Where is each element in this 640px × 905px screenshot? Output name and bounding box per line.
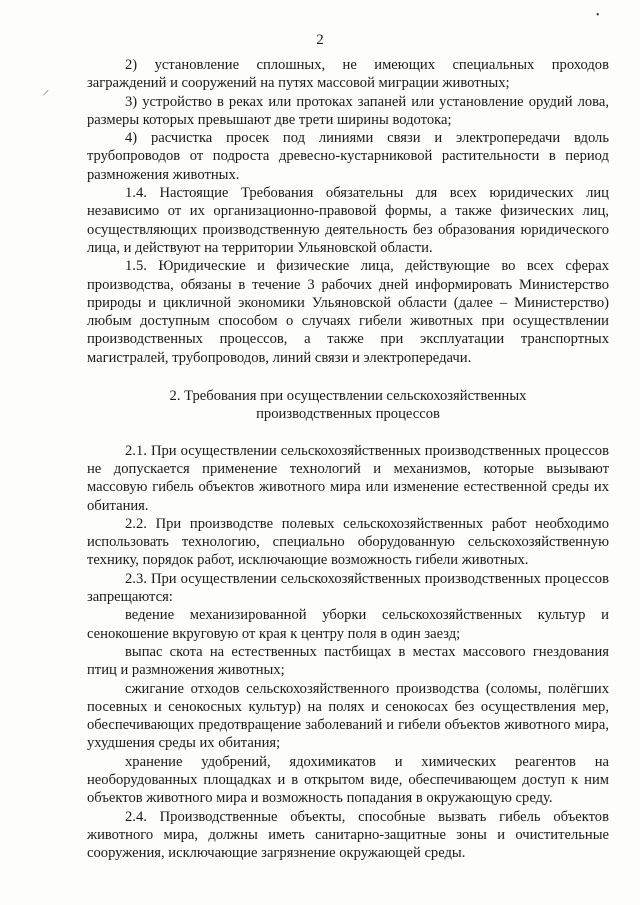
- section-heading: [87, 387, 609, 424]
- paragraph: хранение удобрений, ядохимикатов и химических реагентов на необорудованных площадках и в открытом виде, обеспечивающем доступ к ним объектов животного мира и возможность попадания в окружающую среду.: [87, 753, 609, 807]
- document-body: [87, 56, 609, 862]
- scan-speck: •: [596, 10, 600, 21]
- paragraph: 1.5. Юридические и физические лица, действующие во всех сферах производства, обязаны в течение 3 рабочих дней информировать Министерство природы и цикличной экономики Ульяновской области (далее – Министерство) любым доступным способом о случаях гибели животных при осуществлении производственных процессов, а также при эксплуатации транспортных магистралей, трубопроводов, линий связи и электропередачи.: [87, 258, 609, 366]
- paragraph: 4) расчистка просек под линиями связи и электропередачи вдоль трубопроводов от подроста древесно-кустарниковой растительности в период размножения животных.: [87, 130, 609, 183]
- paragraph: ведение механизированной уборки сельскохозяйственных культур и сенокошение вкруговую от края к центру поля в один заезд;: [87, 607, 609, 642]
- section-heading-line: производственных процессов: [256, 406, 440, 423]
- paragraph: 2.4. Производственные объекты, способные вызвать гибель объектов животного мира, должны иметь санитарно-защитные зоны и очистительные сооружения, исключающие загрязнение окружающей среды.: [87, 808, 609, 862]
- page-number: 2: [316, 32, 324, 48]
- scan-mark: /: [41, 87, 49, 100]
- paragraph: 2) установление сплошных, не имеющих специальных проходов заграждений и сооружений на путях массовой миграции животных;: [87, 57, 609, 92]
- section-heading-line: 2. Требования при осуществлении сельскохозяйственных: [169, 388, 527, 405]
- paragraph: 2.3. При осуществлении сельскохозяйственных производственных процессов запрещаются:: [87, 570, 609, 606]
- paragraph: 2.1. При осуществлении сельскохозяйственных производственных процессов не допускается применение технологий и механизмов, которые вызывают массовую гибель объектов животного мира или изменение естественной среды их обитания.: [87, 442, 609, 514]
- paragraph: сжигание отходов сельскохозяйственного производства (соломы, полёгших посевных и сенокосных культур) на полях и сенокосах без осуществления мер, обеспечивающих предотвращение заболеваний и гибели объектов животного мира, ухудшения среды их обитания;: [87, 680, 609, 752]
- paragraph: 3) устройство в реках или протоках запаней или установление орудий лова, размеры которых превышают две трети ширины водотока;: [87, 93, 609, 128]
- paragraph: 2.2. При производстве полевых сельскохозяйственных работ необходимо использовать технологию, специально оборудованную сельскохозяйственную технику, порядок работ, исключающие возможность гибели животных.: [87, 515, 609, 569]
- paragraph: 1.4. Настоящие Требования обязательны для всех юридических лиц независимо от их организационно-правовой формы, а также физических лиц, осуществляющих производственную деятельность без образования юридического лица, и действуют на территории Ульяновской области.: [87, 185, 609, 256]
- paragraph: выпас скота на естественных пастбищах в местах массового гнездования птиц и размножения животных;: [87, 643, 609, 679]
